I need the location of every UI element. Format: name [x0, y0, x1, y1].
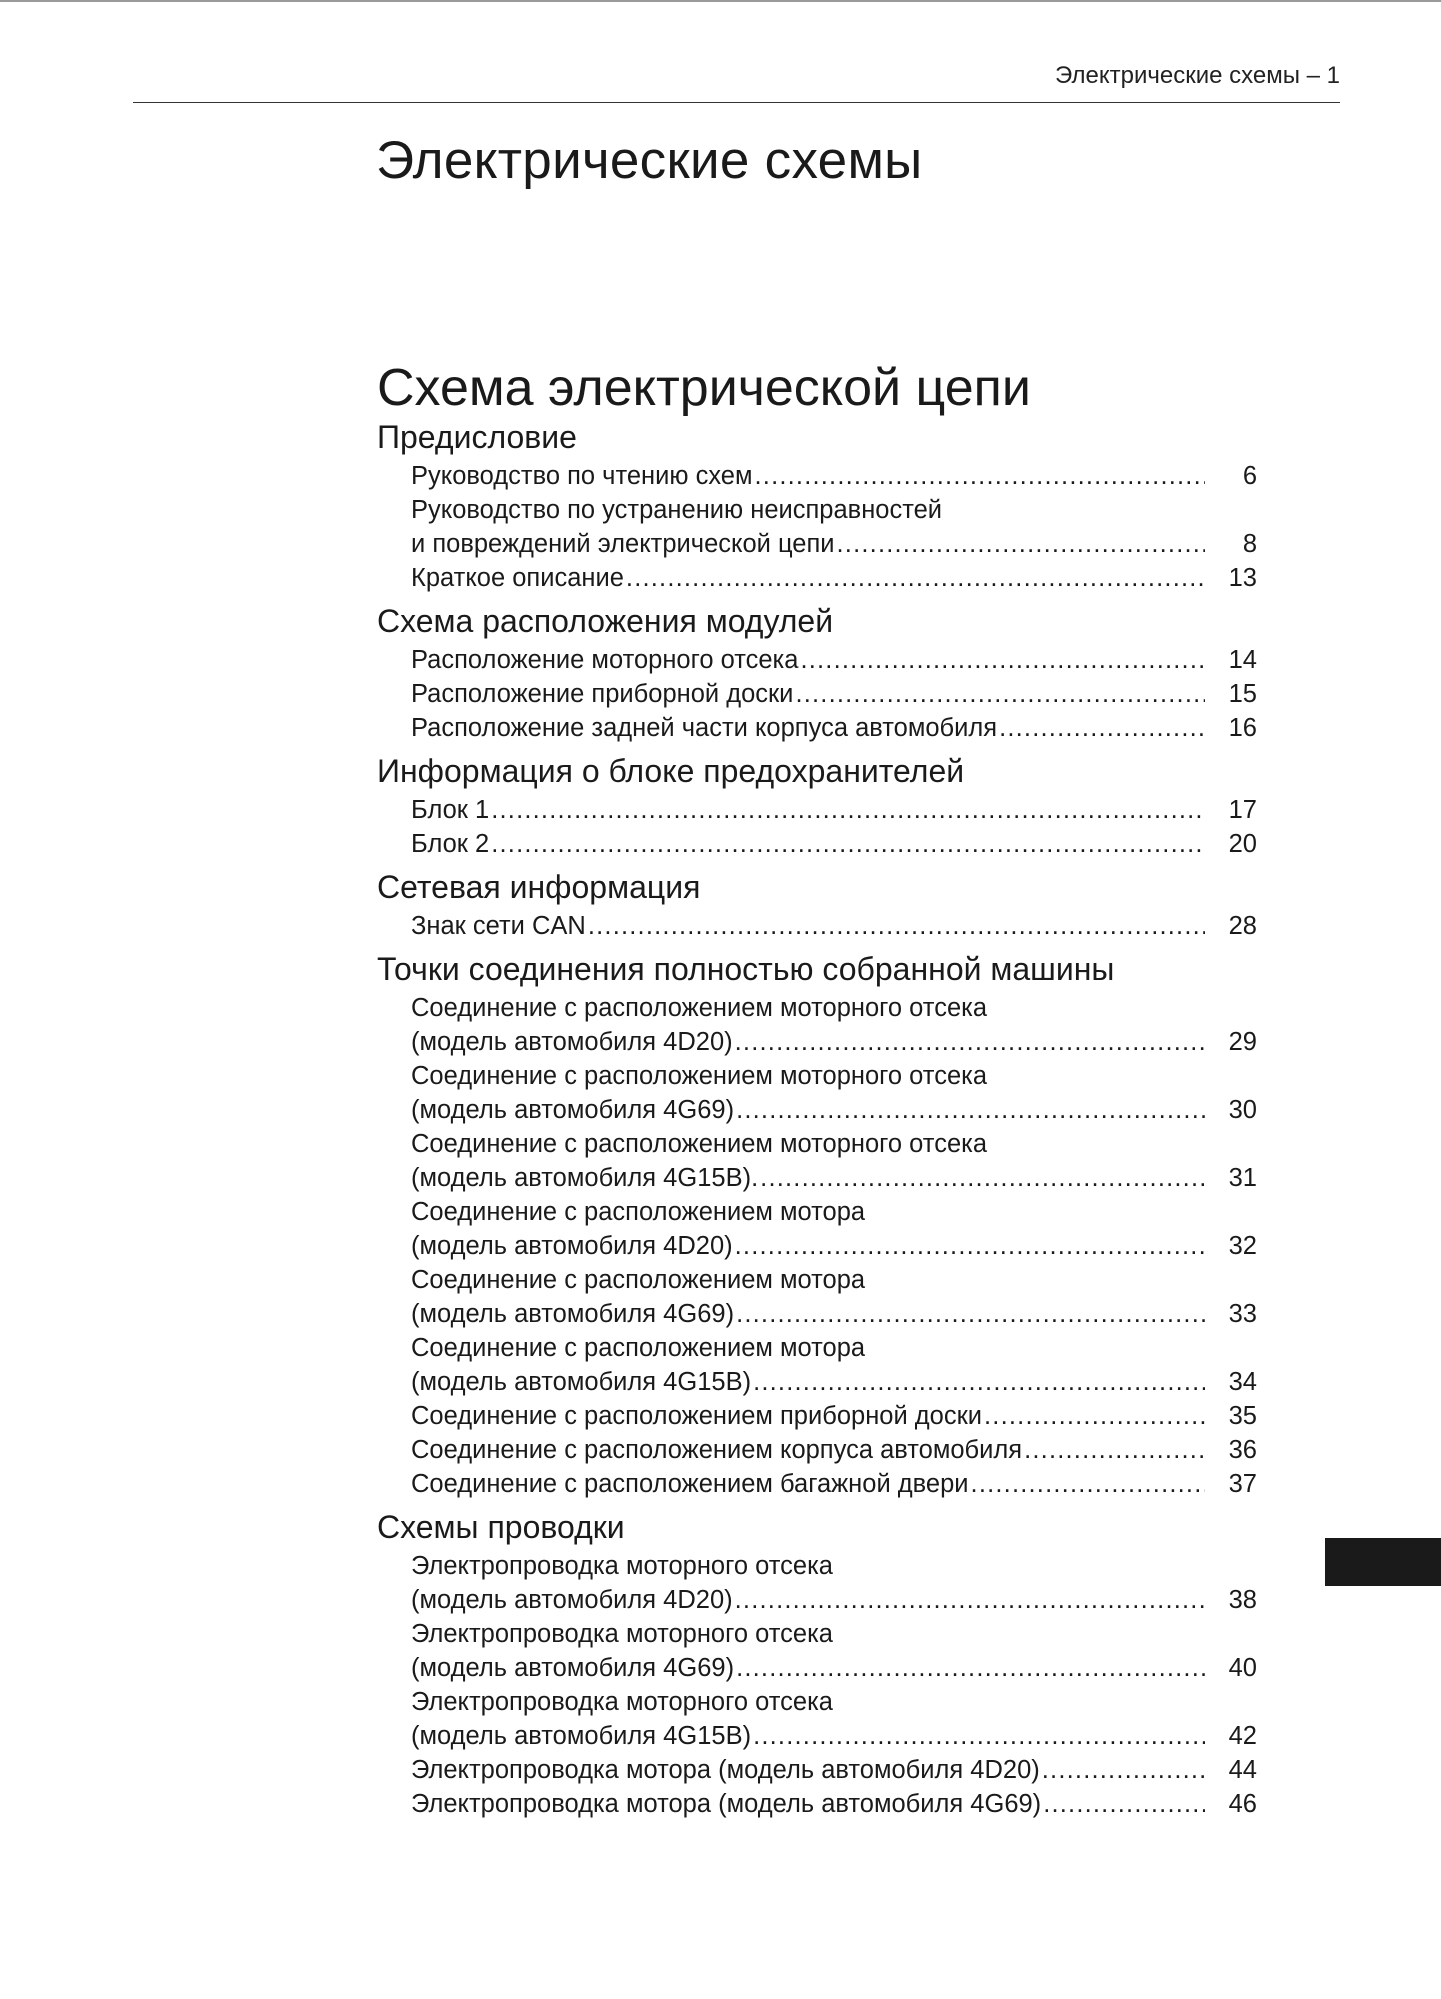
toc-entry-title: (модель автомобиля 4G15B).	[411, 1164, 759, 1192]
dot-leader	[760, 1161, 1205, 1195]
toc-entry-title-line1: Соединение с расположением мотора	[411, 1266, 866, 1294]
toc-section	[377, 1509, 1257, 1821]
dot-leader	[735, 1229, 1205, 1263]
toc-page-number: 30	[1228, 1096, 1257, 1124]
toc-entry[interactable]	[411, 1549, 1257, 1617]
dot-leader	[736, 1651, 1205, 1685]
toc-entry[interactable]	[411, 643, 1257, 677]
toc-page-number: 15	[1228, 680, 1257, 708]
toc-entry-title-line1: Соединение с расположением моторного отсека	[411, 994, 988, 1022]
toc-entry-title: Краткое описание	[411, 564, 624, 592]
toc-entry[interactable]	[411, 459, 1257, 493]
toc-entry-row	[411, 1467, 1257, 1501]
toc-page-number: 34	[1228, 1368, 1257, 1396]
toc-entry-row	[411, 677, 1257, 711]
toc-entry-row	[411, 459, 1257, 493]
toc-entry[interactable]	[411, 1127, 1257, 1195]
section-heading: Информация о блоке предохранителей	[377, 753, 965, 789]
toc-entry-row	[411, 793, 1257, 827]
toc-entry-title: (модель автомобиля 4G15B)	[411, 1368, 752, 1396]
toc-entry-title: (модель автомобиля 4G69)	[411, 1654, 735, 1682]
toc-entry-title: Электропроводка мотора (модель автомобиля 4G69)	[411, 1790, 1042, 1818]
dot-leader	[735, 1025, 1205, 1059]
toc-page-number: 40	[1228, 1654, 1257, 1682]
toc-entry-row	[411, 909, 1257, 943]
toc-entry-title: (модель автомобиля 4D20)	[411, 1232, 733, 1260]
toc-entry-title: Блок 1	[411, 796, 490, 824]
toc-page-number: 36	[1228, 1436, 1257, 1464]
toc-entry-row	[411, 1433, 1257, 1467]
dot-leader	[735, 1583, 1205, 1617]
toc-page-number: 16	[1228, 714, 1257, 742]
toc-section	[377, 419, 1257, 595]
toc-entry-row	[411, 827, 1257, 861]
toc-page-number: 44	[1228, 1756, 1257, 1784]
toc-entry[interactable]	[411, 1433, 1257, 1467]
chapter-thumb-tab	[1325, 1538, 1441, 1586]
toc-sections	[377, 419, 1257, 1821]
toc-page-number: 33	[1228, 1300, 1257, 1328]
toc-entry-row	[411, 1229, 1257, 1263]
toc-entry-title: Расположение моторного отсека	[411, 646, 799, 674]
toc-entry[interactable]	[411, 793, 1257, 827]
page-title: Электрические схемы	[376, 131, 923, 190]
toc-entry-title: Соединение с расположением корпуса автомобиля	[411, 1436, 1023, 1464]
toc-page-number: 14	[1228, 646, 1257, 674]
toc-entry[interactable]	[411, 1399, 1257, 1433]
toc-page-number: 13	[1228, 564, 1257, 592]
toc-entry[interactable]	[411, 1617, 1257, 1685]
toc-entry-row	[411, 711, 1257, 745]
toc-page-number: 46	[1228, 1790, 1257, 1818]
toc-page-number: 8	[1242, 530, 1257, 558]
toc-entry-row	[411, 1719, 1257, 1753]
section-heading: Сетевая информация	[377, 869, 701, 905]
toc-entry-title: Руководство по чтению схем	[411, 462, 753, 490]
dot-leader	[1043, 1787, 1205, 1821]
dot-leader	[753, 1719, 1205, 1753]
toc-entry[interactable]	[411, 1753, 1257, 1787]
toc-title: Схема электрической цепи	[377, 359, 1031, 417]
toc-entry-title-line1: Руководство по устранению неисправностей	[411, 496, 943, 524]
toc-section	[377, 753, 1257, 861]
toc-entry-row	[411, 1365, 1257, 1399]
toc-entry[interactable]	[411, 561, 1257, 595]
toc-entry[interactable]	[411, 1787, 1257, 1821]
toc-section	[377, 603, 1257, 745]
toc-page-number: 42	[1228, 1722, 1257, 1750]
toc-entry[interactable]	[411, 909, 1257, 943]
toc-page-number: 29	[1228, 1028, 1257, 1056]
toc-entry-title-line1: Электропроводка моторного отсека	[411, 1620, 833, 1648]
toc-entry-row	[411, 1161, 1257, 1195]
running-header: Электрические схемы – 1	[1055, 62, 1340, 89]
toc-entry-row	[411, 643, 1257, 677]
toc-entry-title: Блок 2	[411, 830, 490, 858]
dot-leader	[753, 1365, 1205, 1399]
section-heading: Схема расположения модулей	[377, 603, 834, 639]
section-heading: Точки соединения полностью собранной машины	[377, 951, 1115, 987]
toc-entry[interactable]	[411, 677, 1257, 711]
toc-entry-row	[411, 527, 1257, 561]
toc-entry-row	[411, 1297, 1257, 1331]
toc-page-number: 31	[1228, 1164, 1257, 1192]
toc-entry[interactable]	[411, 1263, 1257, 1331]
toc-entry-row	[411, 1753, 1257, 1787]
toc-entry-row	[411, 1399, 1257, 1433]
toc-entry-title: и повреждений электрической цепи	[411, 530, 835, 558]
toc-page-number: 20	[1228, 830, 1257, 858]
toc-page-number: 17	[1228, 796, 1257, 824]
section-heading: Предисловие	[377, 419, 577, 455]
dot-leader	[1042, 1753, 1205, 1787]
toc-entry-title: Электропроводка мотора (модель автомобиля 4D20)	[411, 1756, 1040, 1784]
toc-entry-title: (модель автомобиля 4G69)	[411, 1300, 735, 1328]
toc-entry-title-line1: Соединение с расположением моторного отсека	[411, 1130, 988, 1158]
toc-page-number: 38	[1228, 1586, 1257, 1614]
toc-entry[interactable]	[411, 991, 1257, 1059]
toc-entry[interactable]	[411, 1467, 1257, 1501]
toc-entry-title: (модель автомобиля 4G69)	[411, 1096, 735, 1124]
toc-entry[interactable]	[411, 1195, 1257, 1263]
header-divider	[133, 102, 1340, 103]
dot-leader	[736, 1093, 1205, 1127]
toc-entry-title-line1: Электропроводка моторного отсека	[411, 1688, 833, 1716]
toc-page-number: 35	[1228, 1402, 1257, 1430]
dot-leader	[755, 459, 1206, 493]
toc-entry-title: (модель автомобиля 4D20)	[411, 1586, 733, 1614]
toc-entry-title: Расположение задней части корпуса автомобиля	[411, 714, 998, 742]
toc-entry-title-line1: Соединение с расположением мотора	[411, 1334, 866, 1362]
toc-entry-title: Расположение приборной доски	[411, 680, 794, 708]
toc-entry-title: Соединение с расположением приборной доски	[411, 1402, 983, 1430]
dot-leader	[795, 677, 1205, 711]
dot-leader	[971, 1467, 1205, 1501]
dot-leader	[999, 711, 1205, 745]
toc-entry-title: (модель автомобиля 4G15B)	[411, 1722, 752, 1750]
toc-entry-title-line1: Соединение с расположением моторного отсека	[411, 1062, 988, 1090]
toc-entry-title-line1: Соединение с расположением мотора	[411, 1198, 866, 1226]
dot-leader	[491, 827, 1205, 861]
page-top-edge	[0, 0, 1441, 2]
dot-leader	[837, 527, 1205, 561]
toc-entry-row	[411, 1583, 1257, 1617]
toc-entry[interactable]	[411, 1331, 1257, 1399]
dot-leader	[984, 1399, 1205, 1433]
dot-leader	[736, 1297, 1205, 1331]
toc-entry[interactable]	[411, 1059, 1257, 1127]
toc-page-number: 28	[1228, 912, 1257, 940]
section-heading: Схемы проводки	[377, 1509, 625, 1545]
toc-entry[interactable]	[411, 1685, 1257, 1753]
table-of-contents	[377, 357, 1257, 1821]
toc-section	[377, 951, 1257, 1501]
dot-leader	[800, 643, 1205, 677]
toc-entry-row	[411, 1787, 1257, 1821]
dot-leader	[588, 909, 1205, 943]
toc-entry-row	[411, 1025, 1257, 1059]
toc-entry[interactable]	[411, 711, 1257, 745]
toc-page-number: 37	[1228, 1470, 1257, 1498]
toc-entry-title: Соединение с расположением багажной двери	[411, 1470, 969, 1498]
dot-leader	[491, 793, 1205, 827]
dot-leader	[1024, 1433, 1205, 1467]
toc-entry-title: Знак сети CAN	[411, 912, 586, 940]
toc-page-number: 6	[1242, 462, 1257, 490]
toc-entry-title-line1: Электропроводка моторного отсека	[411, 1552, 833, 1580]
toc-entry-row	[411, 561, 1257, 595]
toc-entry-title: (модель автомобиля 4D20)	[411, 1028, 733, 1056]
toc-entry[interactable]	[411, 827, 1257, 861]
dot-leader	[626, 561, 1205, 595]
toc-page-number: 32	[1228, 1232, 1257, 1260]
toc-entry[interactable]	[411, 493, 1257, 561]
toc-entry-row	[411, 1651, 1257, 1685]
toc-section	[377, 869, 1257, 943]
toc-entry-row	[411, 1093, 1257, 1127]
